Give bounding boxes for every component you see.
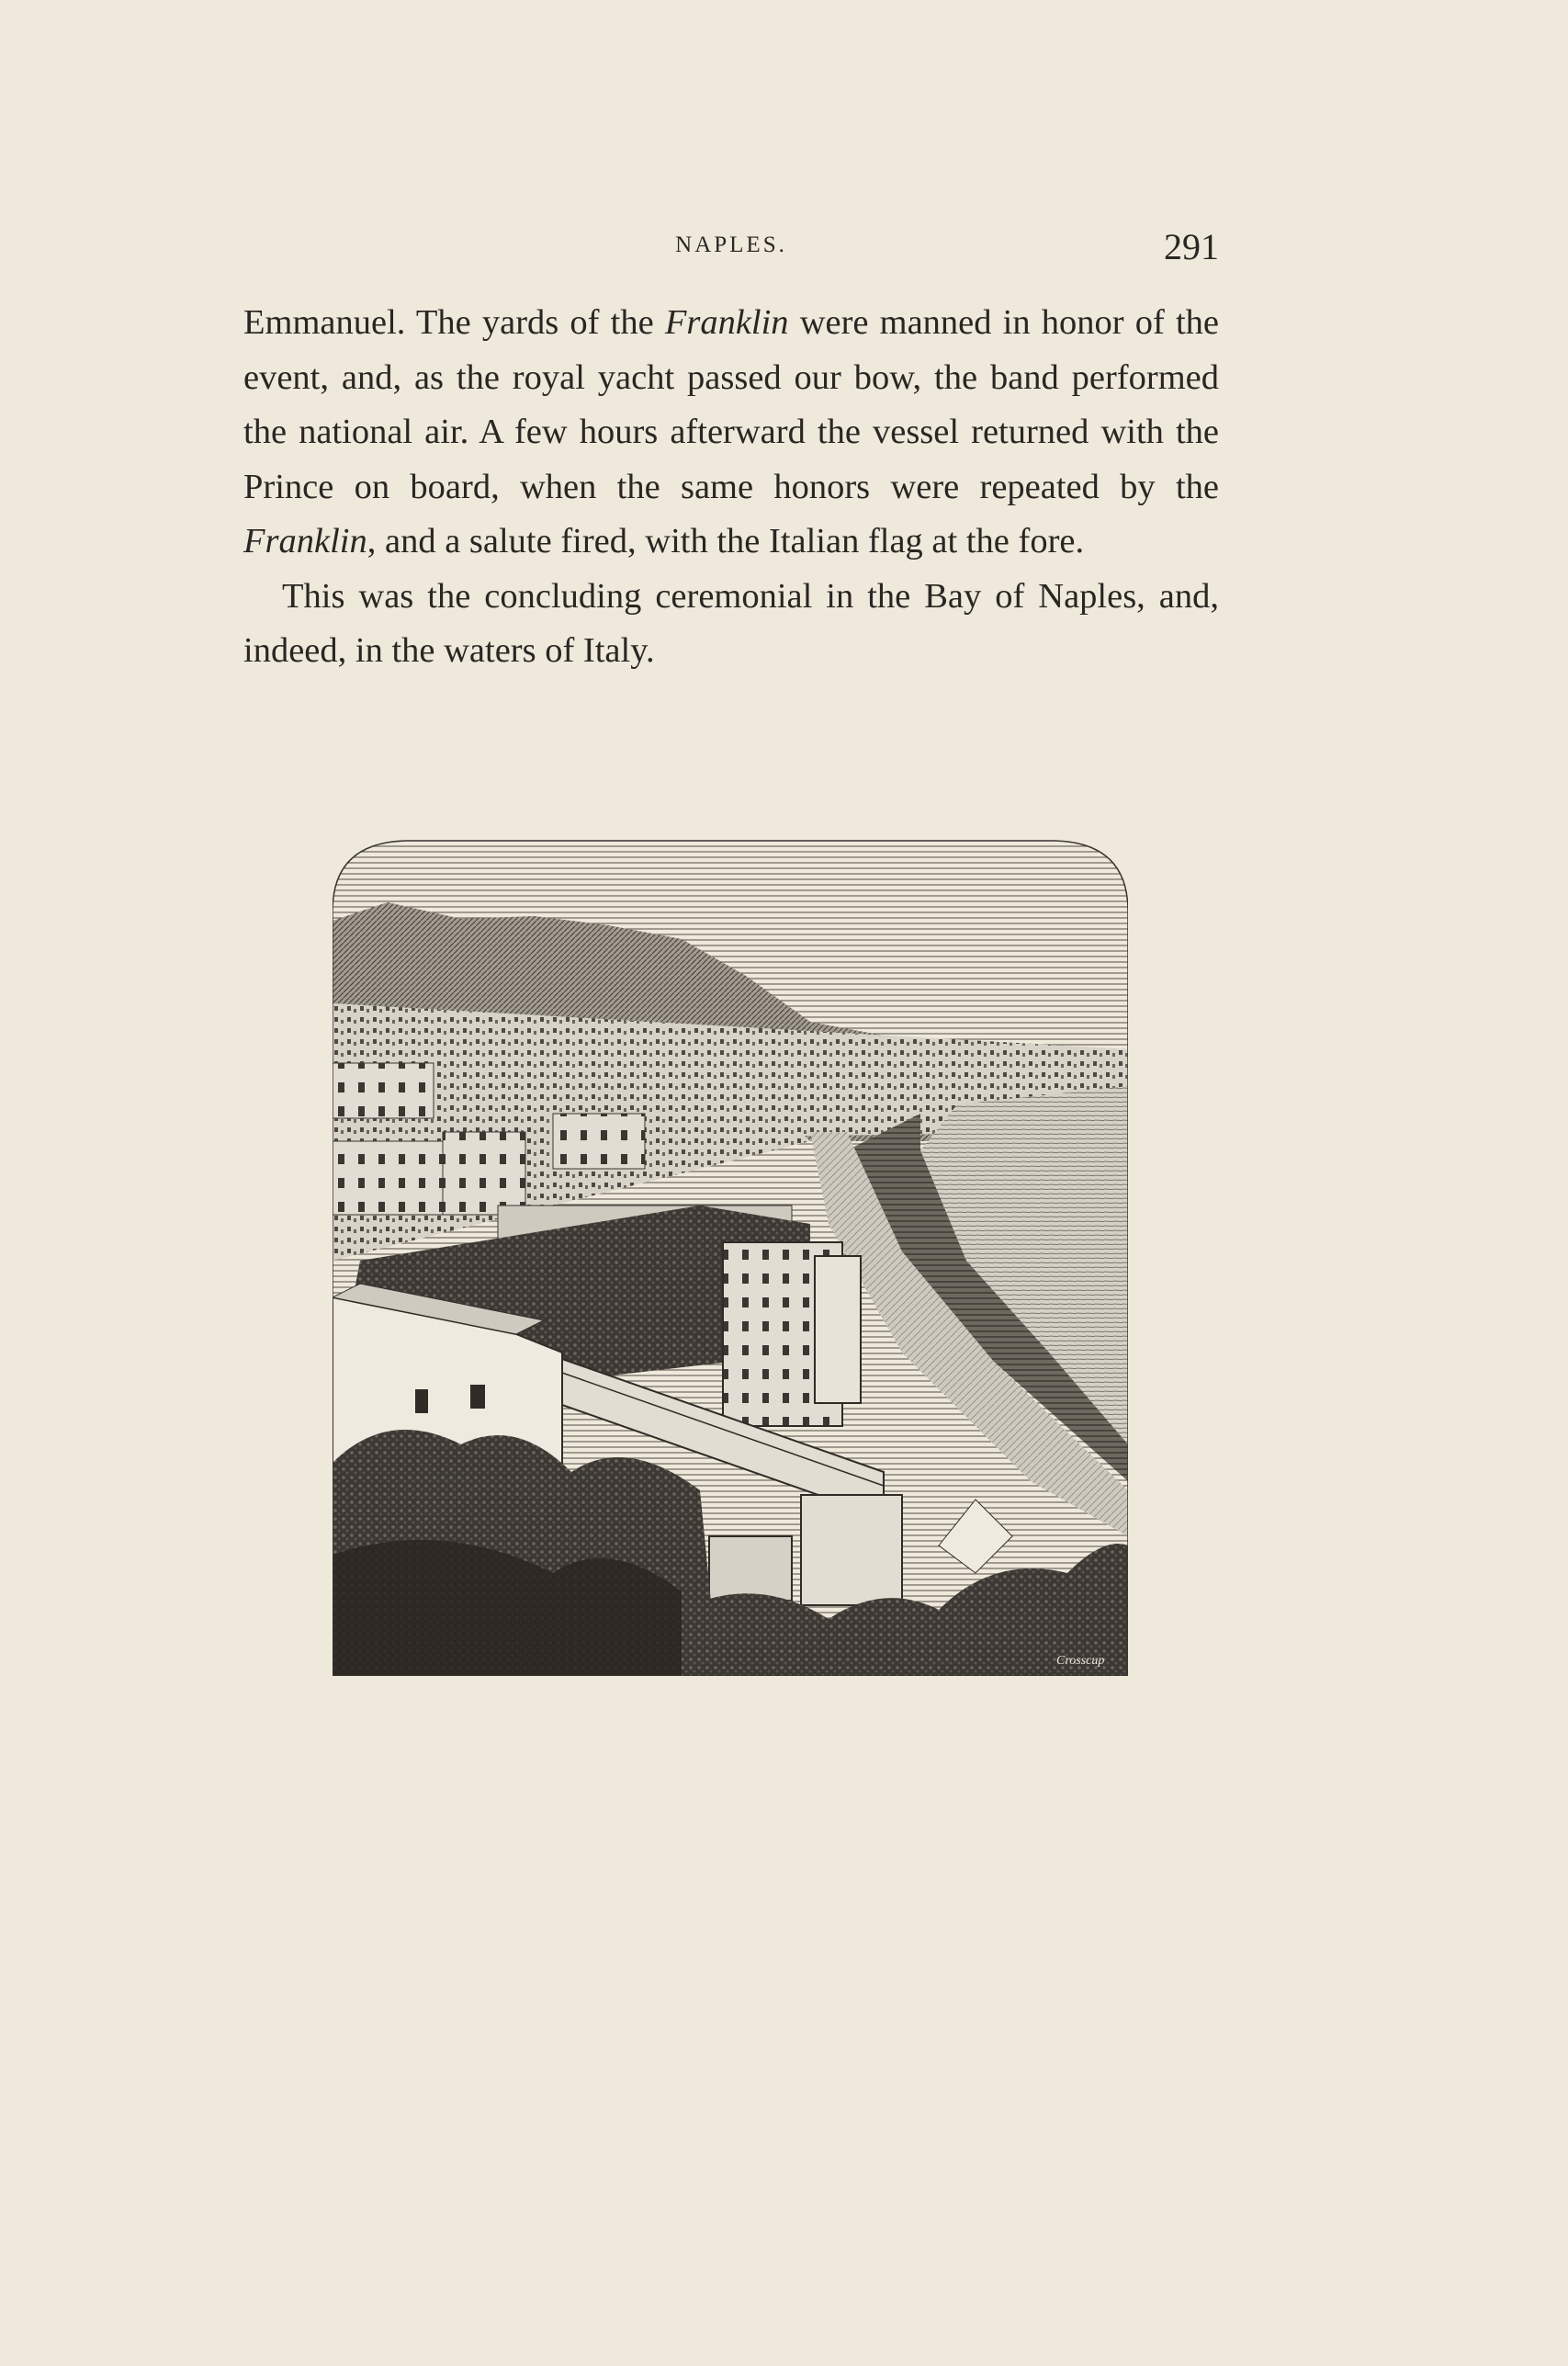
ship-name: Franklin [664, 303, 789, 342]
paragraph [243, 296, 1219, 570]
engraving-svg [333, 838, 1128, 1676]
engraver-signature: Crosscup [1056, 1654, 1105, 1668]
page-number: 291 [1164, 226, 1219, 267]
body-text [243, 296, 1219, 679]
paragraph [243, 570, 1219, 679]
naples-engraving [333, 838, 1128, 1676]
running-title: NAPLES. [675, 232, 787, 257]
text-run: Emmanuel. The yards of the [243, 303, 665, 342]
text-run: , and a salute fired, with the Italian flag at the fore. [367, 522, 1085, 560]
running-head [243, 225, 1219, 271]
ship-name: Franklin [243, 522, 367, 560]
text-run: This was the concluding ceremonial in the Bay of Naples, and, indeed, in the waters of Italy. [243, 576, 1219, 670]
text-run: were manned in honor of the event, and, as the royal yacht passed our bow, the band performed the national air. A few hours afterward the vessel returned with the Prince on board, when the same honors were repeated by the [243, 303, 1219, 506]
